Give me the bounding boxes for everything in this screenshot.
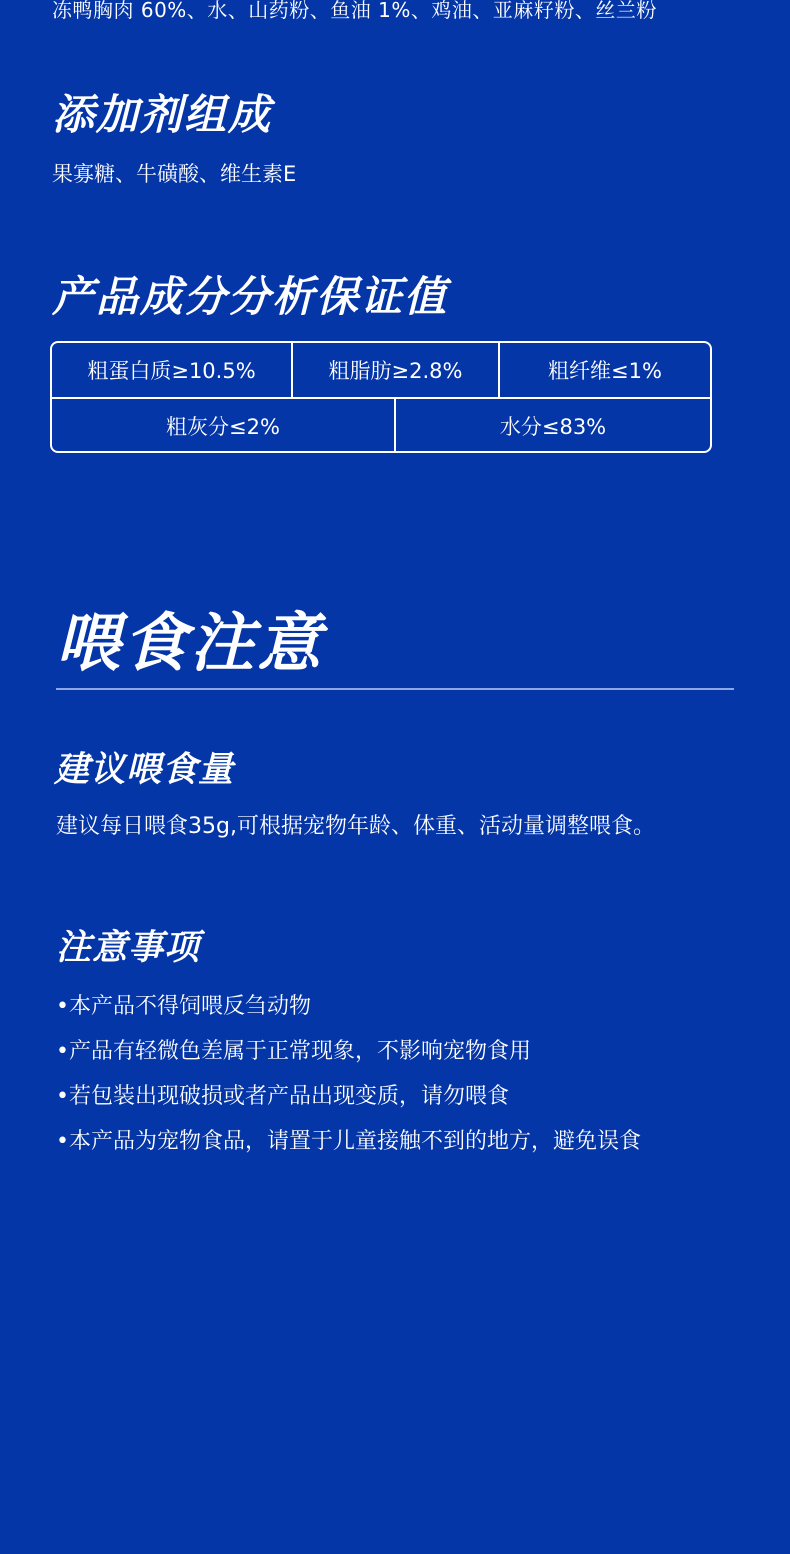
feeding-title: 喂食注意 — [56, 607, 324, 681]
list-item: •本产品不得饲喂反刍动物 — [56, 994, 311, 1019]
analysis-table — [50, 341, 712, 453]
divider — [56, 688, 734, 690]
additives-title: 添加剂组成 — [52, 90, 273, 139]
notes-title: 注意事项 — [56, 928, 201, 968]
table-cell: 粗脂肪≥2.8% — [293, 343, 500, 397]
additives-text: 果寡糖、牛磺酸、维生素E — [52, 162, 297, 186]
list-item: •产品有轻微色差属于正常现象，不影响宠物食用 — [56, 1039, 531, 1064]
list-item: •若包装出现破损或者产品出现变质，请勿喂食 — [56, 1084, 509, 1109]
ingredients-line: 冻鸭胸肉 60%、水、山药粉、鱼油 1%、鸡油、亚麻籽粉、丝兰粉 — [52, 0, 657, 22]
feeding-amount-text: 建议每日喂食35g,可根据宠物年龄、体重、活动量调整喂食。 — [56, 814, 655, 839]
table-cell: 水分≤83% — [499, 415, 607, 439]
table-cell: 粗蛋白质≥10.5% — [52, 343, 293, 397]
table-row — [52, 399, 710, 453]
notes-list — [56, 990, 641, 1170]
table-cell: 粗灰分≤2% — [52, 399, 396, 453]
list-item: •本产品为宠物食品，请置于儿童接触不到的地方，避免误食 — [56, 1129, 641, 1154]
table-cell: 粗纤维≤1% — [548, 359, 662, 383]
table-row — [52, 343, 710, 399]
analysis-title: 产品成分分析保证值 — [52, 272, 449, 321]
feeding-amount-title: 建议喂食量 — [54, 750, 235, 790]
